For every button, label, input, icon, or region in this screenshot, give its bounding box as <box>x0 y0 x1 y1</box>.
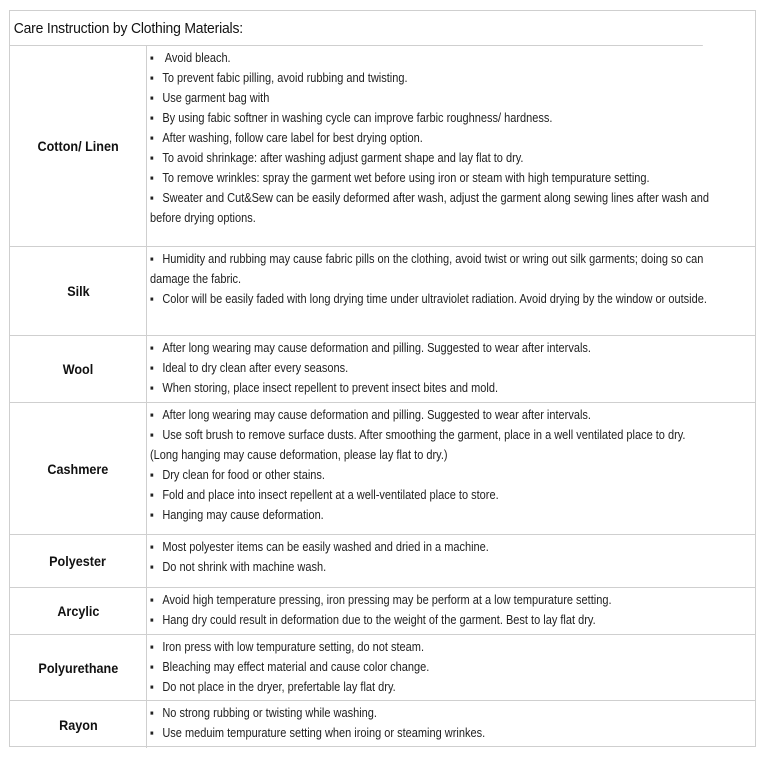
instruction-line <box>150 657 682 677</box>
care-instructions <box>147 535 755 587</box>
instruction-line <box>150 557 682 577</box>
material-label: Cotton/ Linen <box>37 138 119 154</box>
instruction-line <box>150 723 682 743</box>
material-name <box>10 588 147 634</box>
bullet-icon: ▪ <box>150 292 154 306</box>
bullet-icon: ▪ <box>150 71 154 85</box>
table-row <box>10 701 755 748</box>
instruction-line <box>150 338 682 358</box>
instruction-line <box>150 425 686 445</box>
instruction-text: Avoid bleach. <box>162 51 231 65</box>
bullet-icon: ▪ <box>150 613 154 627</box>
instruction-line <box>150 269 682 289</box>
material-label: Cashmere <box>47 460 109 477</box>
instruction-line <box>150 188 709 208</box>
bullet-icon: ▪ <box>150 341 154 355</box>
material-label: Silk <box>66 283 90 299</box>
bullet-icon: ▪ <box>150 381 154 395</box>
table-row <box>10 336 755 403</box>
instruction-text: Bleaching may effect material and cause color change. <box>162 660 430 674</box>
care-instructions <box>147 701 755 748</box>
instruction-text: Use meduim tempurature setting when iroing or steaming wrinkes. <box>162 726 486 740</box>
material-label: Rayon <box>58 716 98 733</box>
bullet-icon: ▪ <box>150 726 154 740</box>
instruction-line <box>150 148 682 168</box>
bullet-icon: ▪ <box>150 680 154 694</box>
instruction-line <box>150 610 682 630</box>
instruction-line <box>150 590 682 610</box>
instruction-text: damage the fabric. <box>150 272 242 286</box>
bullet-icon: ▪ <box>150 508 154 522</box>
bullet-icon: ▪ <box>150 51 154 65</box>
instruction-line <box>150 249 704 269</box>
material-name <box>10 635 147 700</box>
care-instructions <box>147 336 755 402</box>
material-label: Polyester <box>49 553 107 569</box>
material-label: Wool <box>62 361 94 377</box>
instruction-text: Hang dry could result in deformation due to the weight of the garment. Best to lay flat dry. <box>162 613 596 627</box>
bullet-icon: ▪ <box>150 560 154 574</box>
bullet-icon: ▪ <box>150 131 154 145</box>
instruction-text: Color will be easily faded with long drying time under ultraviolet radiation. Avoid drying by the window or outside. <box>162 292 707 306</box>
material-name <box>10 403 147 534</box>
instruction-text: (Long hanging may cause deformation, please lay flat to dry.) <box>150 448 448 462</box>
table-row <box>10 403 755 535</box>
instruction-text: Humidity and rubbing may cause fabric pills on the clothing, avoid twist or wring out silk garments; doing so can <box>162 252 704 266</box>
care-instructions <box>147 403 755 534</box>
bullet-icon: ▪ <box>150 540 154 554</box>
table-title: Care Instruction by Clothing Materials: <box>10 11 703 46</box>
instruction-text: To remove wrinkles: spray the garment wet before using iron or steam with high tempurature setting. <box>162 171 650 185</box>
care-instructions <box>147 588 755 634</box>
instruction-text: No strong rubbing or twisting while washing. <box>162 706 377 720</box>
instruction-line <box>150 48 682 68</box>
instruction-text: Use garment bag with <box>162 91 270 105</box>
instruction-text: before drying options. <box>150 211 256 225</box>
instruction-text: Hanging may cause deformation. <box>162 508 324 522</box>
material-label: Arcylic <box>56 603 100 619</box>
instruction-line <box>150 485 682 505</box>
material-name <box>10 247 147 335</box>
instruction-line <box>150 465 682 485</box>
bullet-icon: ▪ <box>150 593 154 607</box>
bullet-icon: ▪ <box>150 361 154 375</box>
table-row <box>10 247 755 336</box>
instruction-text: When storing, place insect repellent to prevent insect bites and mold. <box>162 381 499 395</box>
bullet-icon: ▪ <box>150 488 154 502</box>
table-row <box>10 635 755 701</box>
instruction-line <box>150 289 707 309</box>
bullet-icon: ▪ <box>150 468 154 482</box>
instruction-line <box>150 168 682 188</box>
instruction-line <box>150 537 682 557</box>
instruction-line <box>150 703 682 723</box>
instruction-text: Do not place in the dryer, prefertable lay flat dry. <box>162 680 396 694</box>
instruction-line <box>150 445 682 465</box>
instruction-text: Iron press with low tempurature setting, do not steam. <box>162 640 425 654</box>
bullet-icon: ▪ <box>150 191 154 205</box>
material-name <box>10 46 147 246</box>
instruction-line <box>150 378 682 398</box>
instruction-text: To prevent fabic pilling, avoid rubbing and twisting. <box>162 71 408 85</box>
material-label: Polyurethane <box>38 659 118 676</box>
instruction-text: Ideal to dry clean after every seasons. <box>162 361 349 375</box>
bullet-icon: ▪ <box>150 640 154 654</box>
care-instructions <box>147 46 755 246</box>
bullet-icon: ▪ <box>150 111 154 125</box>
instruction-text: Use soft brush to remove surface dusts. After smoothing the garment, place in a well ventilated place to dry. <box>162 428 686 442</box>
bullet-icon: ▪ <box>150 91 154 105</box>
bullet-icon: ▪ <box>150 660 154 674</box>
material-name <box>10 701 147 748</box>
instruction-line <box>150 68 682 88</box>
table-row <box>10 535 755 588</box>
instruction-line <box>150 88 682 108</box>
instruction-text: By using fabic softner in washing cycle can improve farbic roughness/ hardness. <box>162 111 553 125</box>
instruction-line <box>150 358 682 378</box>
table-row <box>10 588 755 635</box>
instruction-line <box>150 405 682 425</box>
instruction-text: After long wearing may cause deformation and pilling. Suggested to wear after intervals. <box>162 341 591 355</box>
table-row <box>10 46 755 247</box>
instruction-text: After long wearing may cause deformation and pilling. Suggested to wear after intervals. <box>162 408 591 422</box>
material-name <box>10 336 147 402</box>
instruction-line <box>150 108 682 128</box>
instruction-line <box>150 128 682 148</box>
care-instruction-table <box>9 10 756 747</box>
material-name <box>10 535 147 587</box>
instruction-text: Sweater and Cut&Sew can be easily deformed after wash, adjust the garment along sewing lines after wash and <box>162 191 709 205</box>
care-instructions <box>147 247 755 335</box>
instruction-line <box>150 637 682 657</box>
instruction-line <box>150 505 682 525</box>
bullet-icon: ▪ <box>150 428 154 442</box>
instruction-text: Most polyester items can be easily washed and dried in a machine. <box>162 540 489 554</box>
instruction-text: Do not shrink with machine wash. <box>162 560 327 574</box>
instruction-text: After washing, follow care label for best drying option. <box>162 131 423 145</box>
bullet-icon: ▪ <box>150 151 154 165</box>
instruction-line <box>150 677 682 697</box>
bullet-icon: ▪ <box>150 252 154 266</box>
instruction-text: Fold and place into insect repellent at a well-ventilated place to store. <box>162 488 499 502</box>
instruction-line <box>150 208 682 228</box>
bullet-icon: ▪ <box>150 171 154 185</box>
instruction-text: Dry clean for food or other stains. <box>162 468 325 482</box>
care-instructions <box>147 635 755 700</box>
bullet-icon: ▪ <box>150 408 154 422</box>
bullet-icon: ▪ <box>150 706 154 720</box>
instruction-text: Avoid high temperature pressing, iron pressing may be perform at a low tempurature setting. <box>162 593 612 607</box>
instruction-text: To avoid shrinkage: after washing adjust garment shape and lay flat to dry. <box>162 151 524 165</box>
